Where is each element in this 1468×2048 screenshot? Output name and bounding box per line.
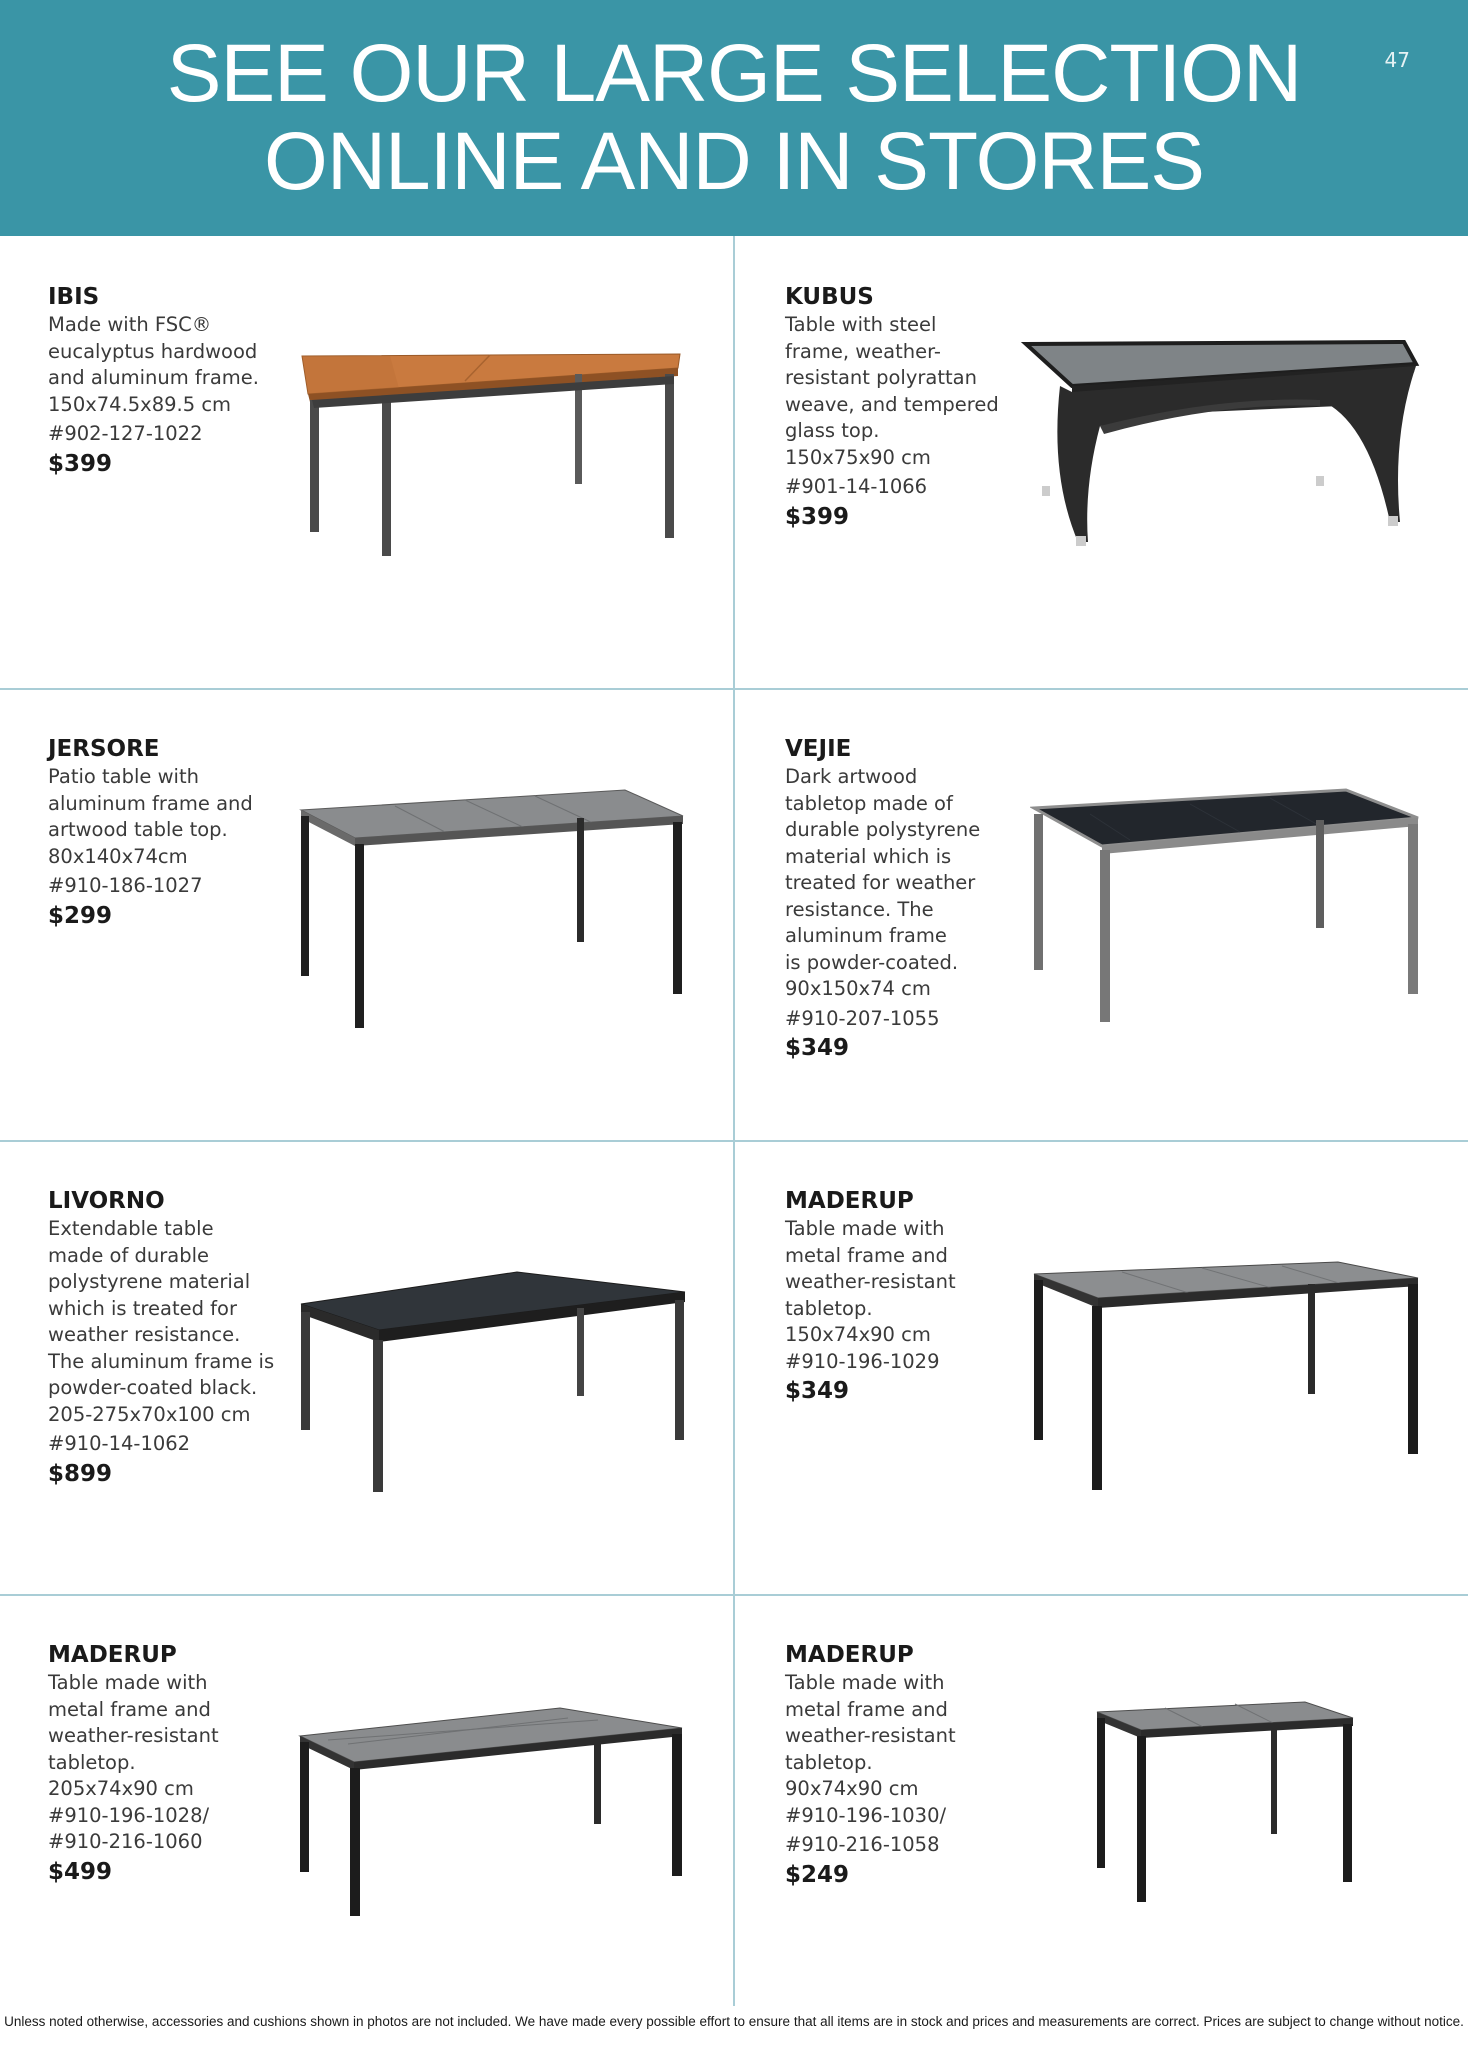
- product-price: $299: [48, 902, 113, 929]
- product-info: [48, 734, 308, 932]
- product-code: #910-14-1062: [48, 1432, 191, 1455]
- product-name: MADERUP: [785, 1188, 914, 1214]
- product-description: Dark artwood tabletop made of durable polystyrene material which is treated for weather resistance. The aluminum frame is powder-coated. 90x150x74 cm: [785, 765, 981, 1000]
- product-price: $399: [785, 503, 850, 530]
- black-top-table-icon: [295, 1268, 695, 1498]
- product-name: IBIS: [48, 284, 100, 310]
- page-number: 47: [1384, 48, 1410, 72]
- product-info: [785, 1640, 1045, 1891]
- product-card-maderup-150[interactable]: [735, 1140, 1468, 1592]
- product-name: KUBUS: [785, 284, 874, 310]
- product-description: Table made with metal frame and weather-resistant tabletop. 205x74x90 cm #910-196-1028/ #910-216-1060: [48, 1671, 219, 1853]
- product-card-ibis[interactable]: [0, 236, 733, 688]
- product-code: #910-216-1058: [785, 1833, 940, 1856]
- rattan-glass-table-icon: [1020, 336, 1420, 576]
- grey-top-table-icon: [1032, 1258, 1432, 1498]
- product-name: MADERUP: [785, 1642, 914, 1668]
- header-banner: [0, 0, 1468, 236]
- product-description: Made with FSC® eucalyptus hardwood and aluminum frame. 150x74.5x89.5 cm: [48, 313, 259, 416]
- product-name: JERSORE: [48, 736, 160, 762]
- product-code: #910-207-1055: [785, 1006, 940, 1030]
- product-info: [785, 282, 1045, 533]
- long-grey-table-icon: [298, 1704, 698, 1924]
- footer-disclaimer: Unless noted otherwise, accessories and cushions shown in photos are not included. We have made every possible effort to ensure that all items are in stock and prices and measurements are correct. Prices are subject to change without notice.: [4, 2014, 1464, 2029]
- product-price: $249: [785, 1861, 850, 1888]
- product-price: $349: [785, 1378, 850, 1404]
- product-card-maderup-90[interactable]: [735, 1594, 1468, 2046]
- product-price: $399: [48, 450, 113, 477]
- product-price: $349: [785, 1035, 850, 1061]
- page-title-line-1: SEE OUR LARGE SELECTION: [166, 28, 1302, 119]
- product-price: $899: [48, 1460, 113, 1487]
- product-info: [48, 1186, 308, 1490]
- product-description: Patio table with aluminum frame and artwood table top. 80x140x74cm: [48, 765, 253, 868]
- product-info: [785, 1186, 1045, 1407]
- product-info: [785, 734, 1045, 1064]
- product-price: $499: [48, 1858, 113, 1885]
- product-description: Table made with metal frame and weather-resistant tabletop. 90x74x90 cm #910-196-1030/: [785, 1671, 956, 1827]
- dark-top-table-icon: [1030, 784, 1430, 1024]
- product-card-vejie[interactable]: [735, 688, 1468, 1140]
- product-card-livorno[interactable]: [0, 1140, 733, 1592]
- product-info: [48, 1640, 308, 1888]
- wood-top-table-icon: [290, 336, 690, 556]
- product-description: Extendable table made of durable polystyrene material which is treated for weather resistance. The aluminum frame is powder-coated black. 205-275x70x100 cm: [48, 1217, 275, 1426]
- product-code: #910-186-1027: [48, 874, 203, 897]
- product-info: [48, 282, 308, 480]
- product-card-jersore[interactable]: [0, 688, 733, 1140]
- product-code: #902-127-1022: [48, 422, 203, 445]
- product-name: LIVORNO: [48, 1188, 165, 1214]
- product-card-maderup-205[interactable]: [0, 1594, 733, 2046]
- product-description: Table with steel frame, weather- resistant polyrattan weave, and tempered glass top. 150x75x90 cm: [785, 313, 999, 469]
- page-title-line-2: ONLINE AND IN STORES: [264, 116, 1204, 207]
- page-title: [0, 30, 1468, 206]
- product-name: MADERUP: [48, 1642, 177, 1668]
- product-name: VEJIE: [785, 736, 852, 762]
- grey-top-table-icon: [295, 788, 695, 1028]
- product-card-kubus[interactable]: [735, 236, 1468, 688]
- product-code: #901-14-1066: [785, 475, 928, 498]
- product-description: Table made with metal frame and weather-resistant tabletop. 150x74x90 cm #910-196-1029: [785, 1217, 956, 1373]
- square-grey-table-icon: [1095, 1698, 1355, 1908]
